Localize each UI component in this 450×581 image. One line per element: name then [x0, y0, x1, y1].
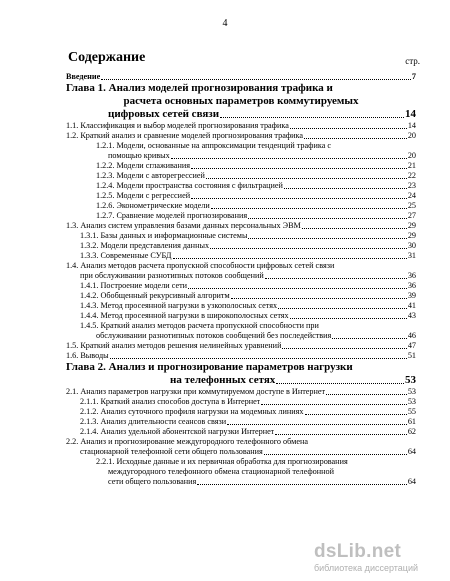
toc-entry-text: 2.1.1. Краткий анализ способов доступа в Интернет — [80, 397, 261, 406]
toc-page-number: 20 — [407, 131, 416, 140]
toc-dot-leader — [197, 484, 407, 485]
toc-dot-leader — [304, 138, 407, 139]
toc-entry-text: междугородного телефонного обмена стационарной телефонной — [108, 467, 334, 476]
toc-page-number: 61 — [407, 417, 416, 426]
toc-entry-text: Введение — [66, 72, 101, 81]
toc-entry-text: 1.1. Классификация и выбор моделей прогнозирования трафика — [66, 121, 289, 130]
toc-subsection[interactable] — [66, 291, 416, 301]
toc-entry-text: 2.1.3. Анализ длительности сеансов связи — [80, 417, 227, 426]
toc-page-number: 29 — [407, 231, 416, 240]
toc-dot-leader — [206, 178, 407, 179]
toc-page-number: 36 — [407, 281, 416, 290]
toc-entry-text: расчета основных параметров коммутируемых — [123, 95, 359, 107]
toc-page-number: 29 — [407, 221, 416, 230]
toc-entry-text: 1.6. Выводы — [66, 351, 109, 360]
toc-subsection[interactable] — [66, 161, 416, 171]
toc-entry-text: цифровых сетей связи — [108, 108, 220, 120]
toc-entry-text: на телефонных сетях — [170, 374, 276, 386]
toc-entry-text: 1.4.5. Краткий анализ методов расчета пропускной способности при — [80, 321, 319, 330]
toc-dot-leader — [171, 158, 407, 159]
toc-section[interactable] — [66, 341, 416, 351]
toc-subsection[interactable] — [66, 331, 416, 341]
toc-page-number: 62 — [407, 427, 416, 436]
toc-section[interactable] — [66, 121, 416, 131]
toc-dot-leader — [326, 394, 407, 395]
dslib-watermark — [314, 541, 442, 575]
toc-subsection[interactable] — [66, 211, 416, 221]
toc-dot-leader — [290, 318, 407, 319]
toc-dot-leader — [110, 358, 407, 359]
toc-section[interactable] — [66, 131, 416, 141]
toc-dot-leader — [264, 454, 407, 455]
toc-entry-text: 1.4.1. Построение модели сети — [80, 281, 188, 290]
toc-page-number: 36 — [407, 271, 416, 280]
page-number: 4 — [222, 18, 228, 29]
toc-entry-text: 1.2.6. Эконометрические модели — [96, 201, 210, 210]
toc-section[interactable] — [66, 271, 416, 281]
toc-entry-text: 1.3. Анализ систем управления базами данных персональных ЭВМ — [66, 221, 301, 230]
toc-entry-text: помощью кривых — [108, 151, 170, 160]
toc-page-number: 22 — [407, 171, 416, 180]
toc-entry-text: 2.1.2. Анализ суточного профиля нагрузки на модемных линиях — [80, 407, 304, 416]
toc-subsection[interactable] — [66, 311, 416, 321]
toc-page-number: 64 — [407, 447, 416, 456]
toc-dot-leader — [248, 218, 407, 219]
toc-dot-leader — [284, 188, 407, 189]
toc-entry-text: 1.4. Анализ методов расчета пропускной способности цифровых сетей связи — [66, 261, 335, 270]
toc-entry-text: 2.1. Анализ параметров нагрузки при коммутируемом доступе в Интернет — [66, 387, 326, 396]
toc-dot-leader — [101, 79, 411, 80]
toc-subsection[interactable] — [66, 191, 416, 201]
toc-dot-leader — [261, 404, 406, 405]
toc-page-number: 51 — [407, 351, 416, 360]
toc-entry-text: 2.2. Анализ и прогнозирование междугородного телефонного обмена — [66, 437, 309, 446]
toc-section[interactable] — [66, 221, 416, 231]
toc-dot-leader — [265, 278, 407, 279]
toc-subsection[interactable] — [66, 171, 416, 181]
toc-subsection[interactable] — [66, 301, 416, 311]
toc-entry-text: 1.4.2. Обобщенный рекурсивный алгоритм — [80, 291, 230, 300]
toc-chapter-title[interactable] — [66, 95, 416, 108]
toc-entry-text: 1.2. Краткий анализ и сравнение моделей прогнозирования трафика — [66, 131, 303, 140]
toc-entry-text: обслуживании разнотипных потоков сообщений без последействия — [96, 331, 332, 340]
toc-subsection[interactable] — [66, 231, 416, 241]
toc-entry-text: при обслуживании разнотипных потоков сообщений — [80, 271, 264, 280]
toc-dot-leader — [173, 258, 407, 259]
toc-page-number: 25 — [407, 201, 416, 210]
toc-entry-text: сети общего пользования — [108, 477, 197, 486]
toc-section[interactable] — [66, 261, 416, 271]
toc-entry-text: 1.2.1. Модели, основанные на аппроксимации тенденций трафика с — [96, 141, 332, 150]
toc-dot-leader — [188, 288, 407, 289]
toc-page-number: 64 — [407, 477, 416, 486]
toc-chapter-title[interactable] — [66, 108, 416, 121]
toc-dot-leader — [305, 414, 407, 415]
toc-header — [68, 52, 420, 68]
toc-page-number: 14 — [405, 108, 416, 120]
toc-page-number: 47 — [407, 341, 416, 350]
toc-page-number: 23 — [407, 181, 416, 190]
toc-dot-leader — [282, 348, 406, 349]
toc-entry-text: 1.2.3. Модели с авторегрессией — [96, 171, 205, 180]
toc-entry-text: Глава 2. Анализ и прогнозирование параметров нагрузки — [66, 361, 353, 373]
toc-section[interactable] — [66, 437, 416, 447]
toc-dot-leader — [210, 248, 407, 249]
toc-entry-text: 1.2.4. Модели пространства состояния с фильтрацией — [96, 181, 283, 190]
toc-subsection[interactable] — [66, 151, 416, 161]
toc-title: Содержание — [68, 50, 146, 65]
toc-entry-text: 2.2.1. Исходные данные и их первичная обработка для прогнозирования — [96, 457, 348, 466]
toc-page-number: 30 — [407, 241, 416, 250]
toc-section[interactable] — [66, 351, 416, 361]
toc-page-number: 31 — [407, 251, 416, 260]
toc-dot-leader — [227, 424, 407, 425]
toc-page-number: 21 — [407, 161, 416, 170]
toc-subsection[interactable] — [66, 477, 416, 487]
toc-entry-text: 1.2.5. Модели с регрессией — [96, 191, 191, 200]
toc-entry-text: 1.3.3. Современные СУБД — [80, 251, 172, 260]
toc-dot-leader — [191, 168, 407, 169]
toc-page-number: 46 — [407, 331, 416, 340]
toc-entry-text: стационарной телефонной сети общего пользования — [80, 447, 263, 456]
toc-dot-leader — [290, 128, 407, 129]
watermark-subtitle: библиотека диссертаций — [314, 563, 419, 573]
watermark-logo: dsLib.net — [314, 541, 402, 562]
toc-dot-leader — [275, 434, 407, 435]
toc-dot-leader — [231, 298, 407, 299]
toc-subsection[interactable] — [66, 397, 416, 407]
toc-dot-leader — [191, 198, 407, 199]
toc-subsection[interactable] — [66, 407, 416, 417]
toc-chapter-title[interactable] — [66, 82, 416, 95]
toc-entry-text: 1.2.7. Сравнение моделей прогнозирования — [96, 211, 248, 220]
toc-subsection[interactable] — [66, 281, 416, 291]
toc-page-number: 20 — [407, 151, 416, 160]
toc-entry-intro[interactable] — [66, 72, 416, 82]
toc-page-number: 27 — [407, 211, 416, 220]
toc-subsection[interactable] — [66, 181, 416, 191]
toc-section[interactable] — [66, 387, 416, 397]
toc-dot-leader — [332, 338, 407, 339]
toc-subsection[interactable] — [66, 457, 416, 467]
toc-page-number: 53 — [407, 397, 416, 406]
toc-entry-text: Глава 1. Анализ моделей прогнозирования трафика и — [66, 82, 333, 94]
toc-entry-text: 1.5. Краткий анализ методов решения нелинейных уравнений — [66, 341, 282, 350]
page-column-label: стр. — [405, 56, 420, 66]
toc-dot-leader — [211, 208, 407, 209]
toc-page-number: 53 — [405, 374, 416, 386]
toc-chapter-title[interactable] — [66, 361, 416, 374]
table-of-contents — [66, 72, 416, 487]
toc-page-number: 53 — [407, 387, 416, 396]
toc-subsection[interactable] — [66, 321, 416, 331]
toc-entry-text: 1.3.2. Модели представления данных — [80, 241, 210, 250]
toc-dot-leader — [278, 308, 407, 309]
toc-page-number: 14 — [407, 121, 416, 130]
toc-subsection[interactable] — [66, 417, 416, 427]
toc-entry-text: 1.4.3. Метод просеянной нагрузки в узкополосных сетях — [80, 301, 278, 310]
toc-page-number: 41 — [407, 301, 416, 310]
toc-page-number: 55 — [407, 407, 416, 416]
toc-page-number: 7 — [411, 72, 416, 81]
toc-dot-leader — [248, 238, 406, 239]
toc-subsection[interactable] — [66, 241, 416, 251]
toc-subsection[interactable] — [66, 427, 416, 437]
toc-page-number: 24 — [407, 191, 416, 200]
toc-entry-text: 1.2.2. Модели сглаживания — [96, 161, 190, 170]
toc-page-number: 39 — [407, 291, 416, 300]
toc-subsection[interactable] — [66, 141, 416, 151]
toc-subsection[interactable] — [66, 467, 416, 477]
toc-entry-text: 1.3.1. Базы данных и информационные системы — [80, 231, 248, 240]
toc-subsection[interactable] — [66, 201, 416, 211]
toc-subsection[interactable] — [66, 251, 416, 261]
toc-dot-leader — [220, 117, 404, 118]
toc-page-number: 43 — [407, 311, 416, 320]
toc-dot-leader — [302, 228, 407, 229]
toc-entry-text: 2.1.4. Анализ удельной абонентской нагрузки Интернет — [80, 427, 275, 436]
toc-entry-text: 1.4.4. Метод просеянной нагрузки в широкополосных сетях — [80, 311, 289, 320]
toc-dot-leader — [276, 383, 404, 384]
toc-chapter-title[interactable] — [66, 374, 416, 387]
toc-section[interactable] — [66, 447, 416, 457]
